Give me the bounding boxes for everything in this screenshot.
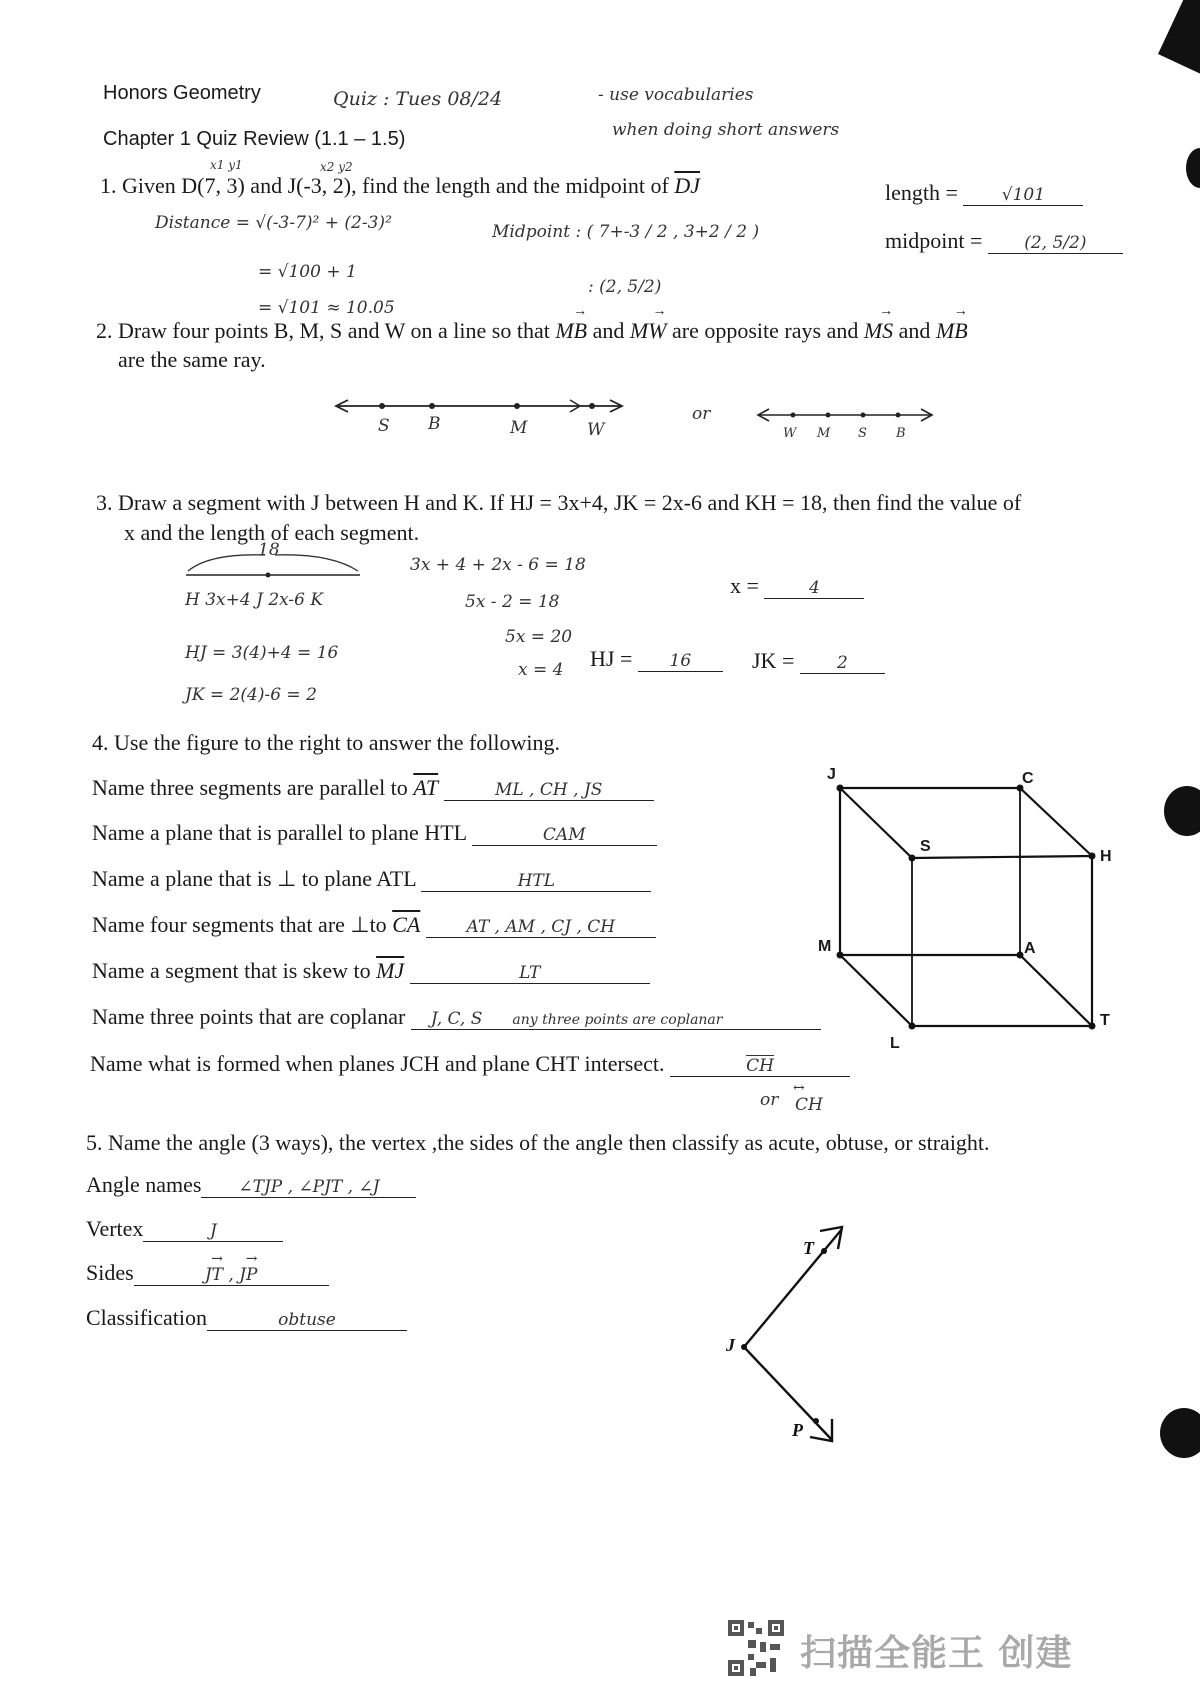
x-answer: 4 xyxy=(764,578,864,599)
ray-ms: → MS xyxy=(864,318,893,344)
line2-label-b: B xyxy=(896,426,906,441)
classification-row xyxy=(86,1305,407,1331)
sides-row xyxy=(86,1260,329,1286)
q4f-row xyxy=(92,1004,821,1030)
review-title: Chapter 1 Quiz Review (1.1 – 1.5) xyxy=(103,128,406,150)
q4c-label: Name a plane that is ⊥ to plane ATL xyxy=(92,866,416,891)
line2-label-w: W xyxy=(783,426,797,441)
vocab-note-1: - use vocabularies xyxy=(598,85,754,105)
q3-eq3: 5x = 20 xyxy=(505,627,573,647)
segment-at: $\overline{AT}$ xyxy=(413,775,439,800)
q4g-or-answer: ↔ CH xyxy=(795,1095,823,1115)
q4c-answer: HTL xyxy=(421,871,651,892)
angle-label-p: P xyxy=(792,1420,803,1440)
cube-label-l: L xyxy=(890,1035,900,1052)
cube-label-t: T xyxy=(1100,1012,1110,1029)
midpoint-work-1: Midpoint : ( 7+-3 / 2 , 3+2 / 2 ) xyxy=(492,222,760,242)
q4g-answer: $\overline{CH}$ xyxy=(746,1056,774,1076)
q4g-or-answer-wrap xyxy=(795,1095,823,1115)
distance-work-2: = √100 + 1 xyxy=(258,262,357,282)
q3-prompt-a: 3. Draw a segment with J between H and K. If HJ = 3x+4, JK = 2x-6 and KH = 18, then find the value of xyxy=(96,490,1022,515)
binder-hole-3 xyxy=(1160,1408,1200,1458)
hj-answer: 16 xyxy=(638,651,723,672)
sides-answer-line: → JT , → JP xyxy=(134,1265,329,1286)
midpoint-answer: (2, 5/2) xyxy=(988,233,1123,254)
line2-label-s: S xyxy=(858,426,867,441)
angle-names-answer: ∠TJP , ∠PJT , ∠J xyxy=(201,1177,416,1198)
q3-seg-total: 18 xyxy=(258,540,280,560)
jk-answer: 2 xyxy=(800,653,885,674)
q4a-answer: ML , CH , JS xyxy=(444,780,654,801)
q4f-answer-line xyxy=(411,1009,821,1030)
length-answer: √101 xyxy=(963,185,1083,206)
q4-intro: 4. Use the figure to the right to answer the following. xyxy=(92,730,561,755)
q4e-label: Name a segment that is skew to xyxy=(92,958,377,983)
x-row xyxy=(730,573,864,599)
jk-label: JK = xyxy=(752,648,795,673)
q2-prompt-b: are opposite rays and xyxy=(666,318,864,343)
vertex-answer: J xyxy=(143,1221,283,1242)
quiz-date-note: Quiz : Tues 08/24 xyxy=(333,88,503,110)
q4f-answer: J, C, S xyxy=(430,1009,483,1029)
scan-edge-shadow xyxy=(1158,0,1200,79)
cube-figure xyxy=(820,770,1120,1040)
q4a-row xyxy=(92,775,654,801)
q1-prompt-text: 1. Given D(7, 3) and J(-3, 2), find the length and the midpoint of xyxy=(100,173,675,198)
q3-eq1: 3x + 4 + 2x - 6 = 18 xyxy=(410,555,586,575)
midpoint-label: midpoint = xyxy=(885,228,983,253)
q4d-row xyxy=(92,912,656,938)
q4b-answer: CAM xyxy=(472,825,657,846)
q4b-label: Name a plane that is parallel to plane HTL xyxy=(92,820,467,845)
segment-ca: $\overline{CA}$ xyxy=(392,912,421,937)
angle-names-row xyxy=(86,1172,416,1198)
q4f-label: Name three points that are coplanar xyxy=(92,1004,406,1029)
q2-prompt-a: 2. Draw four points B, M, S and W on a line so that xyxy=(96,318,556,343)
q5-prompt: 5. Name the angle (3 ways), the vertex ,the sides of the angle then classify as acute, obtuse, or straight. xyxy=(86,1130,990,1155)
q3-eq4: x = 4 xyxy=(518,660,564,680)
midpoint-row xyxy=(885,228,1123,254)
binder-hole-1 xyxy=(1186,148,1200,188)
cube-label-h: H xyxy=(1100,848,1112,865)
q3-hj-work: HJ = 3(4)+4 = 16 xyxy=(185,643,339,663)
line1-label-s: S xyxy=(378,416,390,436)
x-label: x = xyxy=(730,573,759,598)
line1-label-b: B xyxy=(428,414,441,434)
q2-line-diagram-2 xyxy=(755,403,935,433)
q3-jk-work: JK = 2(4)-6 = 2 xyxy=(185,685,317,705)
q4d-label: Name four segments that are ⊥to xyxy=(92,912,393,937)
q4d-answer: AT , AM , CJ , CH xyxy=(426,917,656,938)
q2-prompt xyxy=(96,318,968,344)
length-label: length = xyxy=(885,180,958,205)
qr-code-icon xyxy=(726,1618,786,1678)
cube-label-s: S xyxy=(920,838,931,855)
cube-label-j: J xyxy=(827,766,836,783)
q2-line-diagram-1 xyxy=(330,392,630,442)
hj-label: HJ = xyxy=(590,646,633,671)
midpoint-work-2: : (2, 5/2) xyxy=(588,277,662,297)
vocab-note-2: when doing short answers xyxy=(612,120,840,140)
angle-names-label: Angle names xyxy=(86,1172,202,1197)
course-title: Honors Geometry xyxy=(103,82,261,104)
angle-label-t: T xyxy=(803,1238,814,1258)
segment-mj: $\overline{MJ}$ xyxy=(376,958,405,983)
q4c-row xyxy=(92,866,651,892)
vertex-label: Vertex xyxy=(86,1216,144,1241)
q4f-note: any three points are coplanar xyxy=(512,1012,723,1028)
x1y1-annotation: x1 y1 xyxy=(210,158,243,172)
ray-mw: → MW xyxy=(630,318,667,344)
angle-label-j: J xyxy=(726,1335,735,1355)
q4b-row xyxy=(92,820,657,846)
cube-label-a: A xyxy=(1024,940,1036,957)
q4a-label: Name three segments are parallel to xyxy=(92,775,414,800)
q3-eq2: 5x - 2 = 18 xyxy=(465,592,560,612)
sides-label: Sides xyxy=(86,1260,134,1285)
distance-work-3: = √101 ≈ 10.05 xyxy=(258,298,395,318)
q3-prompt-b: x and the length of each segment. xyxy=(124,520,420,545)
q2-prompt-c: are the same ray. xyxy=(118,347,266,372)
q2-and-1: and xyxy=(587,318,630,343)
line1-label-m: M xyxy=(510,418,528,438)
ray-mb-2: → MB xyxy=(936,318,968,344)
ray-mb-1: → MB xyxy=(555,318,587,344)
q2-and-2: and xyxy=(893,318,936,343)
angle-figure xyxy=(720,1215,870,1455)
line2-label-m: M xyxy=(817,426,831,441)
q4g-row xyxy=(90,1051,850,1077)
q4g-or: or xyxy=(760,1090,779,1110)
x2y2-annotation: x2 y2 xyxy=(320,160,353,174)
q3-seg-labels: H 3x+4 J 2x-6 K xyxy=(185,590,324,610)
binder-hole-2 xyxy=(1164,786,1200,836)
q4e-row xyxy=(92,958,650,984)
classification-label: Classification xyxy=(86,1305,207,1330)
segment-dj: $\overline{DJ}$ xyxy=(674,173,700,198)
sides-answer-2: → JP xyxy=(239,1265,257,1285)
hj-row xyxy=(590,646,723,672)
q1-prompt xyxy=(100,173,700,199)
distance-work-1: Distance = √(-3-7)² + (2-3)² xyxy=(155,213,392,233)
classification-answer: obtuse xyxy=(207,1310,407,1331)
cube-label-m: M xyxy=(818,938,832,955)
watermark-text: 扫描全能王 创建 xyxy=(800,1633,1073,1674)
q2-or: or xyxy=(692,404,711,424)
sides-answer-1: → JT xyxy=(205,1265,223,1285)
length-row xyxy=(885,180,1083,206)
vertex-row xyxy=(86,1216,283,1242)
jk-row xyxy=(752,648,885,674)
line1-label-w: W xyxy=(587,420,605,440)
q4g-label: Name what is formed when planes JCH and plane CHT intersect. xyxy=(90,1051,665,1076)
cube-label-c: C xyxy=(1022,770,1034,787)
q4e-answer: LT xyxy=(410,963,650,984)
